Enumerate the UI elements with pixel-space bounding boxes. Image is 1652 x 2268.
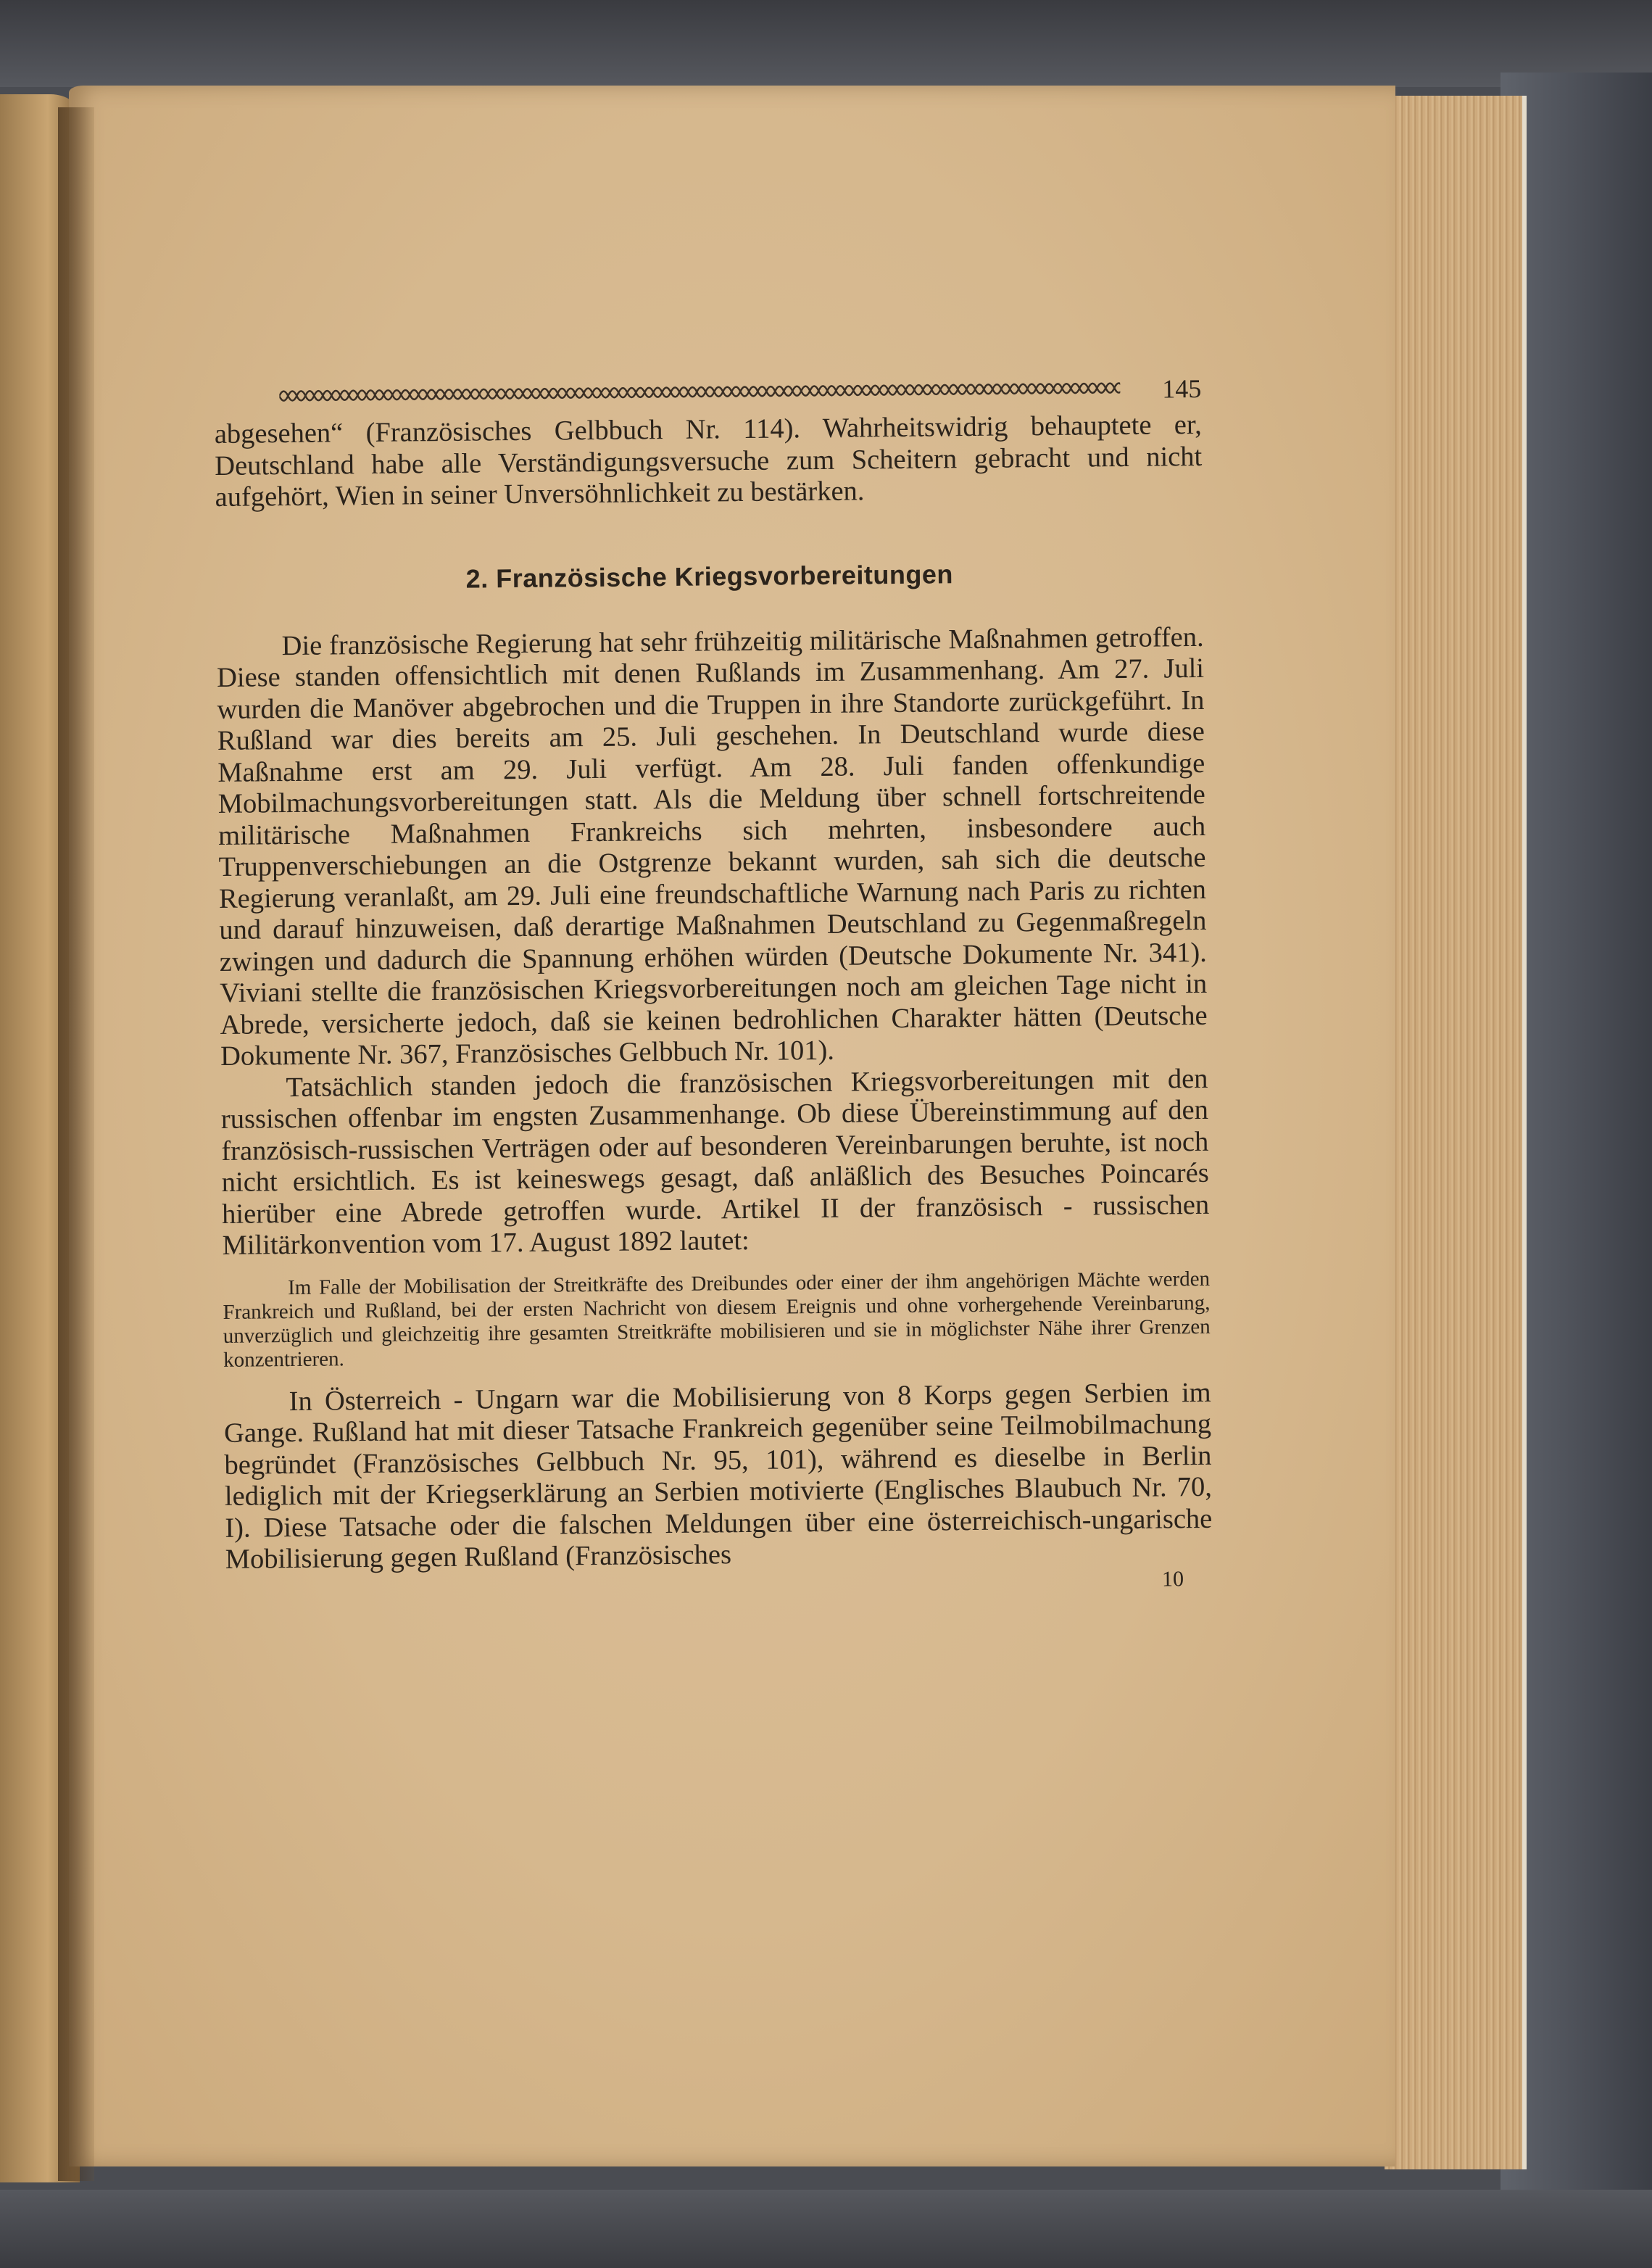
ornament-rule [279,376,1120,408]
body-paragraph-2: Tatsächlich standen jedoch die französischen Kriegsvorbereitungen mit den russischen offenbar im engsten Zusammenhange. Ob diese Übereinstimmung auf den französisch-russischen Verträgen oder auf besonderen Vereinbarungen beruhte, ist noch nicht ersichtlich. Es ist keineswegs gesagt, daß anläßlich des Besuches Poincarés hierüber eine Abrede getroffen wurde. Artikel II der französisch - russischen Militärkonvention vom 17. August 1892 lautet: [220,1063,1210,1261]
page-edges [1385,96,1527,2169]
opening-paragraph: abgesehen“ (Französisches Gelbbuch Nr. 114). Wahrheitswidrig behauptete er, Deutschland habe alle Verständigungsversuche zum Scheitern gebracht und nicht aufgehört, Wien in seiner Unversöhnlichkeit zu bestärken. [214,409,1203,513]
book-cover-top [0,0,1652,87]
body-paragraph-3: In Österreich - Ungarn war die Mobilisierung von 8 Korps gegen Serbien im Gange. Rußland hat mit dieser Tatsache Frankreich gegenüber seine Teilmobilmachung begründet (Französisches Gelbbuch Nr. 95, 101), während es dieselbe in Berlin lediglich mit der Kriegserklärung an Serbien motivierte (Englisches Blaubuch Nr. 70, I). Diese Tatsache oder die falschen Meldungen über eine österreichisch-ungarische Mobilisierung gegen Rußland (Französisches [223,1377,1213,1575]
page-number: 145 [1162,373,1202,404]
page-gutter-shadow [58,107,94,2181]
book-page [69,86,1395,2166]
body-paragraph-1: Die französische Regierung hat sehr frühzeitig militärische Maßnahmen getroffen. Diese standen offensichtlich mit denen Rußlands im Zusammenhang. Am 27. Juli wurden die Manöver abgebrochen und die Truppen in ihre Standorte zurückgeführt. In Rußland war dies bereits am 25. Juli geschehen. In Deutschland wurde diese Maßnahme erst am 29. Juli verfügt. Am 28. Juli fanden offenkundige Mobilmachungsvorbereitungen statt. Als die Meldung über schnell fortschreitende militärische Maßnahmen Frankreichs sich mehrten, insbesondere auch Truppenverschiebungen an die Ostgrenze bekannt wurden, sah sich die deutsche Regierung veranlaßt, am 29. Juli eine freundschaftliche Warnung nach Paris zu richten und darauf hinzuweisen, daß derartige Maßnahmen Deutschland zu Gegenmaßregeln zwingen und dadurch die Spannung erhöhen würden (Deutsche Dokumente Nr. 341). Viviani stellte die französischen Kriegsvorbereitungen noch am gleichen Tage nicht in Abrede, versicherte jedoch, daß sie keinen bedrohlichen Charakter hätten (Deutsche Dokumente Nr. 367, Französisches Gelbbuch Nr. 101). [216,621,1208,1072]
signature-mark: 10 [1161,1566,1184,1592]
book-cover-bottom [0,2190,1652,2268]
block-quote: Im Falle der Mobilisation der Streitkräfte des Dreibundes oder einer der ihm angehörigen Mächte werden Frankreich und Rußland, bei der ersten Nachricht von diesem Ereignis und ohne vorhergehende Vereinbarung, unverzüglich und gleichzeitig ihre gesamten Streitkräfte mobilisieren und sie in möglichster Nähe ihrer Grenzen konzentrieren. [223,1267,1211,1372]
page-content [214,360,1213,1605]
section-heading: 2. Französische Kriegsvorbereitungen [465,558,954,594]
running-header [214,360,1202,419]
